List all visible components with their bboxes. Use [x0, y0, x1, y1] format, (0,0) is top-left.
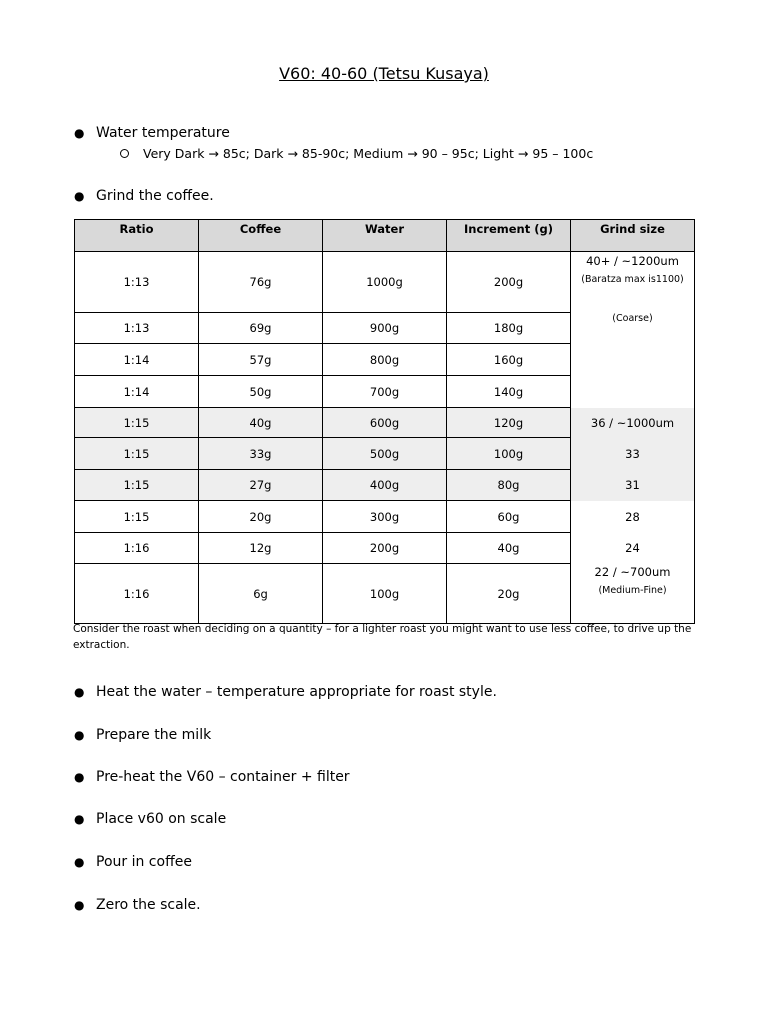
step-text: Heat the water – temperature appropriate for roast style.: [96, 684, 497, 700]
cell-coffee: 27g: [199, 470, 323, 501]
cell-water: 900g: [323, 313, 447, 344]
cell-ratio: 1:13: [75, 252, 199, 313]
step-text: Zero the scale.: [96, 897, 201, 913]
table-row: [75, 313, 695, 344]
grind-size-note: (Coarse): [612, 312, 653, 324]
cell-coffee: 50g: [199, 376, 323, 408]
cell-coffee: 12g: [199, 533, 323, 564]
table-row: [75, 533, 695, 564]
table-row: [75, 376, 695, 408]
cell-coffee: 33g: [199, 438, 323, 470]
step-text: Prepare the milk: [96, 727, 212, 743]
bullet-icon: ●: [74, 898, 85, 912]
step-text: Pre-heat the V60 – container + filter: [96, 769, 350, 785]
grind-size-note: (Medium-Fine): [598, 584, 667, 596]
cell-coffee: 40g: [199, 408, 323, 438]
cell-ratio: 1:14: [75, 344, 199, 376]
cell-increment: 200g: [447, 252, 571, 313]
step-text: Pour in coffee: [96, 854, 192, 870]
cell-coffee: 20g: [199, 501, 323, 533]
water-temperature-label: Water temperature: [96, 125, 230, 141]
bullet-icon: ●: [74, 728, 85, 742]
grind-size-value: 36 / ~1000um: [590, 415, 675, 430]
step-text: Place v60 on scale: [96, 811, 227, 827]
header-ratio: Ratio: [75, 220, 199, 252]
cell-increment: 140g: [447, 376, 571, 408]
cell-ratio: 1:13: [75, 313, 199, 344]
table-row: [75, 408, 695, 438]
list-item-step-3: [74, 769, 350, 785]
cell-coffee: 69g: [199, 313, 323, 344]
cell-increment: 160g: [447, 344, 571, 376]
table-row: [75, 564, 695, 624]
list-item-step-2: [74, 727, 211, 743]
cell-increment: 40g: [447, 533, 571, 564]
grind-size-value: 28: [625, 509, 640, 524]
cell-grind-size: [571, 408, 695, 438]
cell-ratio: 1:16: [75, 533, 199, 564]
cell-coffee: 76g: [199, 252, 323, 313]
cell-ratio: 1:16: [75, 564, 199, 624]
cell-water: 600g: [323, 408, 447, 438]
grind-table: [74, 219, 695, 624]
cell-water: 500g: [323, 438, 447, 470]
cell-grind-size: [571, 376, 695, 408]
cell-grind-size: [571, 533, 695, 564]
cell-water: 400g: [323, 470, 447, 501]
water-temperature-detail: Very Dark → 85c; Dark → 85-90c; Medium → 90 – 95c; Light → 95 – 100c: [143, 146, 594, 161]
grind-size-value: 33: [625, 446, 640, 461]
cell-grind-size: [571, 470, 695, 501]
table-row: [75, 438, 695, 470]
cell-grind-size: [571, 564, 695, 624]
cell-water: 100g: [323, 564, 447, 624]
grind-size-note: (Baratza max is1100): [581, 274, 684, 285]
cell-increment: 80g: [447, 470, 571, 501]
water-temperature-detail-row: [120, 146, 593, 161]
grind-label: Grind the coffee.: [96, 188, 214, 204]
cell-water: 800g: [323, 344, 447, 376]
table-header-row: [75, 220, 695, 252]
bullet-icon: ●: [74, 126, 85, 140]
grind-size-value: 24: [625, 541, 640, 555]
grind-size-value: 31: [625, 478, 640, 492]
cell-grind-size: [571, 438, 695, 470]
cell-increment: 120g: [447, 408, 571, 438]
cell-water: 200g: [323, 533, 447, 564]
cell-increment: 20g: [447, 564, 571, 624]
cell-ratio: 1:14: [75, 376, 199, 408]
bullet-icon: ●: [74, 812, 85, 826]
list-item-step-4: [74, 811, 226, 827]
list-item-water-temperature: [74, 125, 230, 141]
cell-grind-size: [571, 313, 695, 344]
list-item-step-5: [74, 854, 192, 870]
cell-ratio: 1:15: [75, 470, 199, 501]
cell-water: 300g: [323, 501, 447, 533]
list-item-step-6: [74, 897, 201, 913]
bullet-icon: ●: [74, 770, 85, 784]
list-item-step-1: [74, 684, 497, 700]
table-row: [75, 344, 695, 376]
header-water: Water: [323, 220, 447, 252]
cell-ratio: 1:15: [75, 408, 199, 438]
list-item-grind: [74, 188, 214, 204]
cell-grind-size: [571, 252, 695, 313]
cell-ratio: 1:15: [75, 438, 199, 470]
grind-size-value: 22 / ~700um: [594, 564, 671, 579]
cell-water: 700g: [323, 376, 447, 408]
header-grind-size: Grind size: [571, 220, 695, 252]
cell-increment: 60g: [447, 501, 571, 533]
header-increment: Increment (g): [447, 220, 571, 252]
cell-water: 1000g: [323, 252, 447, 313]
table-row: [75, 501, 695, 533]
table-row: [75, 470, 695, 501]
header-coffee: Coffee: [199, 220, 323, 252]
table-row: [75, 252, 695, 313]
roast-note: Consider the roast when deciding on a quantity – for a lighter roast you might want to use less coffee, to drive up the extraction.: [73, 623, 692, 651]
cell-increment: 180g: [447, 313, 571, 344]
bullet-icon: ●: [74, 685, 85, 699]
cell-coffee: 57g: [199, 344, 323, 376]
cell-grind-size: [571, 344, 695, 376]
cell-ratio: 1:15: [75, 501, 199, 533]
cell-increment: 100g: [447, 438, 571, 470]
page-title: V60: 40-60 (Tetsu Kusaya): [279, 64, 489, 83]
grind-size-value: 40+ / ~1200um: [586, 254, 679, 268]
cell-coffee: 6g: [199, 564, 323, 624]
hollow-bullet-icon: [120, 149, 129, 158]
bullet-icon: ●: [74, 855, 85, 869]
bullet-icon: ●: [74, 189, 85, 203]
cell-grind-size: [571, 501, 695, 533]
